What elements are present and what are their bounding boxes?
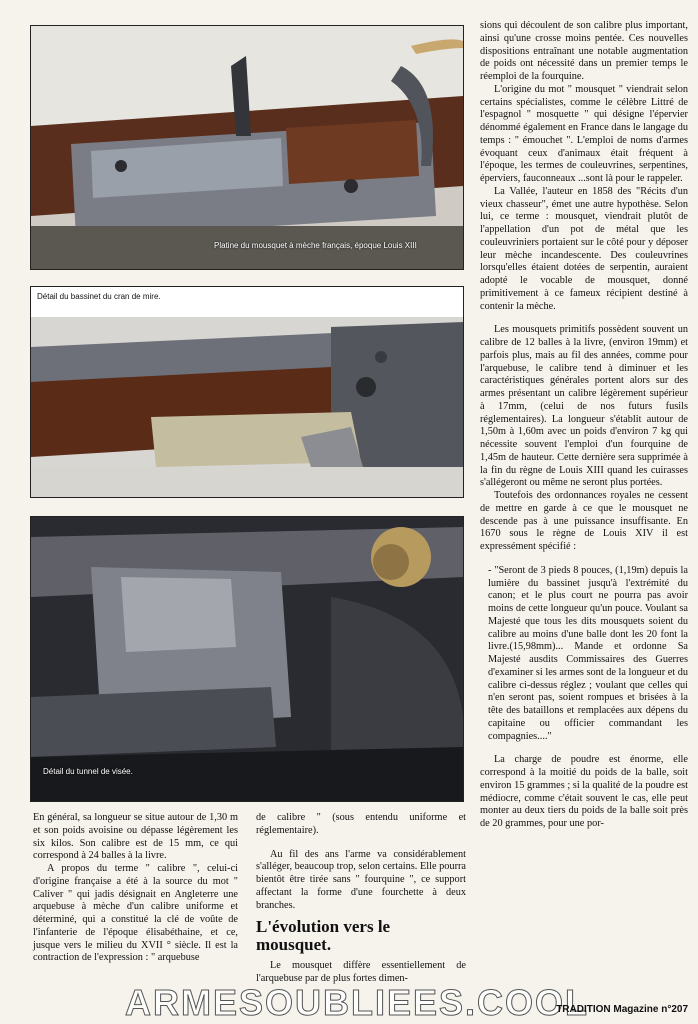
article-column-right xyxy=(480,20,688,831)
paragraph: Toutefois des ordonnances royales ne cessent de mettre en garde à ce que le mousquet ne descende pas à une puissance insuffisante. En 1670 sous le règne de Louis XIV il est expressément spécifié : xyxy=(480,490,688,552)
paragraph: sions qui découlent de son calibre plus important, ainsi qu'une crosse moins pentée. Ces nouvelles dispositions entraînant une notable augmentation de poids ont nécessité dans un premier temps le réemploi de la fourquine. xyxy=(480,20,688,82)
section-heading: L'évolution vers le mousquet. xyxy=(256,917,391,955)
paragraph: Les mousquets primitifs possèdent souvent un calibre de 12 balles à la livre, (environ 19mm) et parfois plus, mais au fil des années, comme pour l'arquebuse, le calibre tend à diminuer et les caractéristiques générales portent alors sur des armes présentant un calibre légèrement supérieur à 17mm, (celui de nos futurs fusils réglementaires). La longueur s'établit autour de 1,50m à 1,60m avec un poids d'environ 7 kg qui nécessite souvent l'emploi d'un fourquine de 1,45m de hauteur. Cette dernière sera supprimée à la fin du règne de Louis XIII quand les cuirasses s'allégeront ou même ne seront plus portées. xyxy=(480,324,688,489)
paragraph: La Vallée, l'auteur en 1858 des "Récits d'un vieux chasseur", émet une autre hypothèse. Selon lui, ce terme : mousquet, viendrait plutôt de l'appellation d'un pot de métal que les couleuvriniers portaient sur le côté pour y déposer leur mèche incandescente. Des couleuvrines lorsqu'elles étaient dotées de serpentin, auraient adopté le vocable de mousquet, donné primitivement à ce fameux récipient destiné à contenir la mèche. xyxy=(480,185,688,312)
photo-pan-detail xyxy=(30,286,464,498)
paragraph: A propos du terme " calibre ", celui-ci d'origine française a été à la source du mot " Caliver " qui jadis désignait en Angleterre une arquebuse à mèche d'un calibre uniforme et déterminé, qui a constitué la clé de voûte de l'infanterie de l'époque élisabéthaine, et ce, jusque vers le milieu du XVII ° siècle. Il est la contraction de l'expression : " arquebuse xyxy=(33,863,238,964)
paragraph: de calibre " (sous entendu uniforme et réglementaire). xyxy=(256,812,466,836)
photo-matchlock-lock xyxy=(30,25,464,270)
watermark: ARMESOUBLIEES.COOL xyxy=(125,982,590,1023)
quotation: - "Seront de 3 pieds 8 pouces, (1,19m) depuis la lumière du bassinet jusqu'à l'extrémité du canon; et le plus court ne pourra pas avoir moins de cette longueur qu'un pouce. Voulant sa Majesté que tous les dits mousquets soient du calibre au moins d'une balle dont les 20 font la livre.(15,98mm)... Mande et ordonne Sa Majesté ausdits Commissaires des Guerres d'examiner si les armes sont de la longueur et du calibre ci-dessus réglez ; voulant que celles qui n'en seront pas, soient rompues et brisées à la tête des bataillons et remplacées aux dépens du capitaine ou officier commandant les compagnies...." xyxy=(488,564,689,742)
paragraph: En général, sa longueur se situe autour de 1,30 m et son poids avoisine ou dépasse légèrement les six kilos. Son calibre est de 15 mm, ce qui correspond à 24 balles à la livre. xyxy=(33,812,238,862)
magazine-footer: TRADITION Magazine n°207 xyxy=(556,1004,688,1015)
article-column-left xyxy=(33,812,238,965)
paragraph: L'origine du mot " mousquet " viendrait selon certains spécialistes, comme le célèbre Littré de l'espagnol " mosquette " qui désigne l'épervier dénommé également en France dans le langage du temps : " émouchet ". L'emploi de noms d'armes évoquant ceux d'animaux était fréquent à l'époque, les termes de couleuvrines, serpentines, éperviers, fauconneaux ...sont là pour le rappeler. xyxy=(480,83,688,184)
photo-caption: Détail du bassinet du cran de mire. xyxy=(37,292,161,301)
photo-caption: Platine du mousquet à mèche français, époque Louis XIII xyxy=(214,241,417,250)
paragraph: Le mousquet diffère essentiellement de l'arquebuse par de plus fortes dimen- xyxy=(256,960,466,984)
photo-caption: Détail du tunnel de visée. xyxy=(43,767,133,776)
paragraph: Au fil des ans l'arme va considérablement s'alléger, beaucoup trop, selon certains. Elle pourra bientôt être tirée sans " fourquine ", ce support affectant la forme d'une fourchette à deux branches. xyxy=(256,848,466,911)
photo-sight-tunnel xyxy=(30,516,464,802)
paragraph: La charge de poudre est énorme, elle correspond à la moitié du poids de la balle, soit environ 15 grammes ; si la qualité de la poudre est médiocre, comme c'était souvent le cas, elle peut monter au deux tiers du poids de la balle soit près de 20 grammes, pour une por- xyxy=(480,754,688,829)
article-column-middle xyxy=(256,812,466,986)
